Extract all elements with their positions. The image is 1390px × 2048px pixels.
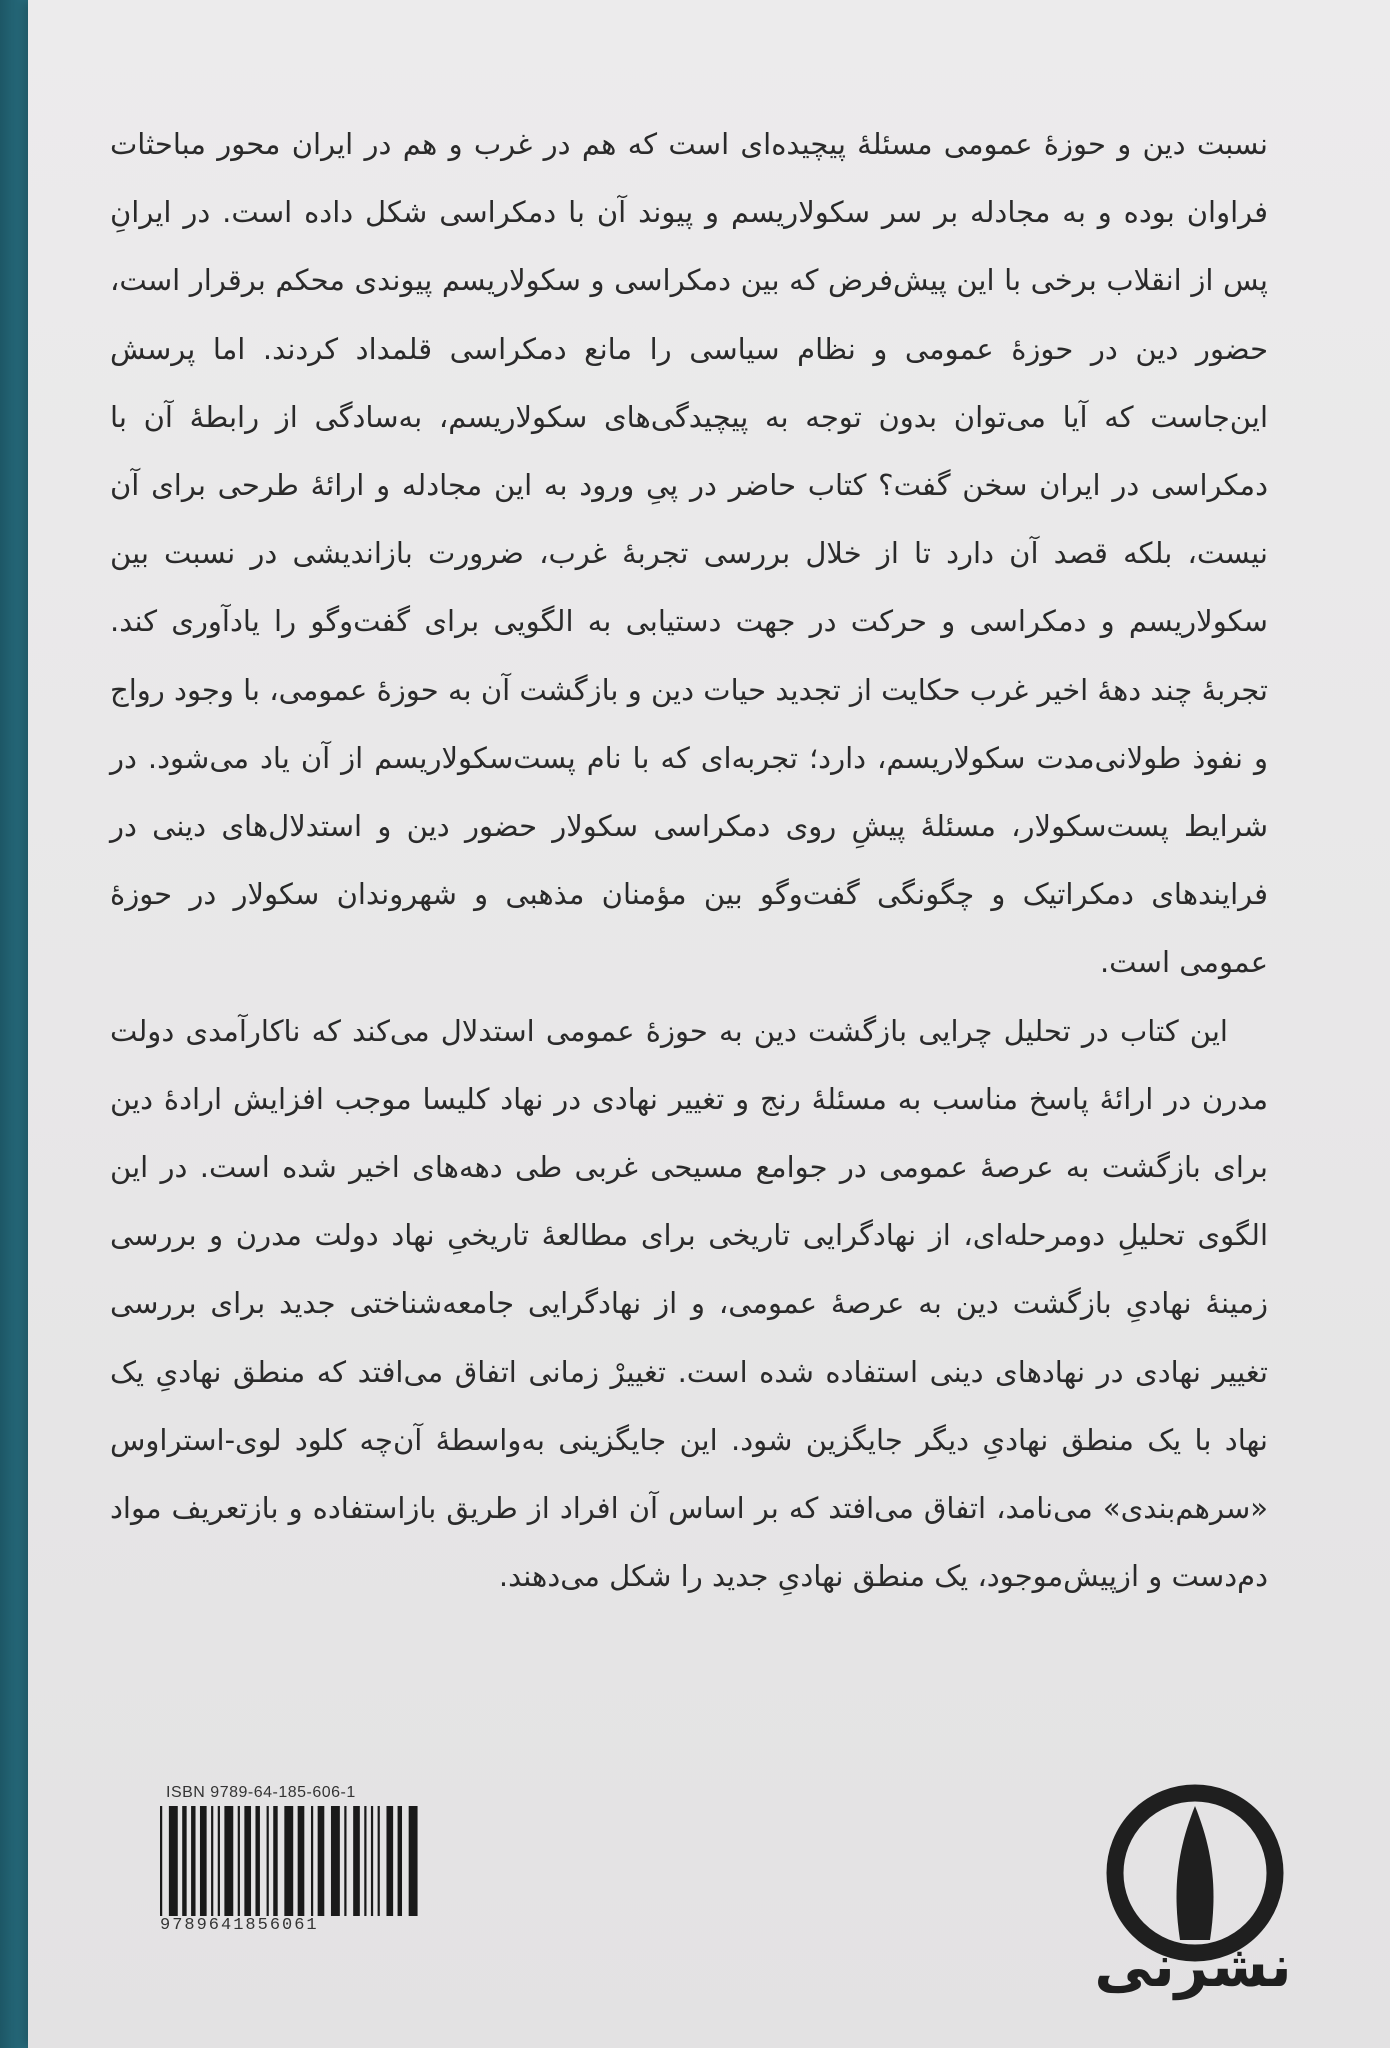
reed-in-circle-icon bbox=[1100, 1778, 1290, 2048]
barcode-bar bbox=[218, 1806, 220, 1916]
barcode-bar bbox=[298, 1806, 305, 1916]
back-cover bbox=[28, 0, 1390, 2048]
barcode-bar bbox=[364, 1806, 366, 1916]
barcode-bar bbox=[344, 1806, 346, 1916]
barcode-digits: 9789641856061 bbox=[160, 1916, 319, 1935]
barcode-bar bbox=[371, 1806, 373, 1916]
barcode-bar bbox=[169, 1806, 178, 1916]
barcode-bar bbox=[398, 1806, 402, 1916]
barcode-bar bbox=[238, 1806, 240, 1916]
barcode-bar bbox=[386, 1806, 393, 1916]
barcode-bar bbox=[211, 1806, 213, 1916]
barcode-bar bbox=[284, 1806, 293, 1916]
blurb-text bbox=[110, 110, 1268, 1610]
barcode-icon bbox=[160, 1806, 422, 1916]
isbn-barcode bbox=[140, 1784, 440, 1944]
isbn-label: ISBN 9789-64-185-606-1 bbox=[166, 1784, 356, 1801]
publisher-name: نشرنی bbox=[1094, 1932, 1292, 2000]
barcode-bar bbox=[182, 1806, 186, 1916]
barcode-bar bbox=[255, 1806, 259, 1916]
barcode-bar bbox=[318, 1806, 325, 1916]
barcode-bar bbox=[267, 1806, 269, 1916]
barcode-bar bbox=[409, 1806, 418, 1916]
barcode-bar bbox=[378, 1806, 380, 1916]
blurb-paragraph-2: این کتاب در تحلیل چرایی بازگشت دین به حوزهٔ عمومی استدلال می‌کند که ناکارآمدی دولت مدرن در ارائهٔ پاسخ مناسب به مسئلهٔ رنج و تغییر نهادی در نهاد کلیسا موجب افزایش ارادهٔ دین برای بازگشت به عرصهٔ عمومی در جوامع مسیحی غربی طی دهه‌های اخیر شده است. در این الگوی تحلیلِ دومرحله‌ای، از نهادگرایی تاریخی برای مطالعهٔ تاریخیِ نهاد دولت مدرن و بررسی زمینهٔ نهادیِ بازگشت دین به عرصهٔ عمومی، و از نهادگرایی جامعه‌شناختی جدید برای بررسی تغییر نهادی در نهادهای دینی استفاده شده است. تغییرْ زمانی اتفاق می‌افتد که منطق نهادیِ یک نهاد با یک منطق نهادیِ دیگر جایگزین شود. این جایگزینی به‌واسطهٔ آن‌چه کلود لوی-استراوس «سرهم‌بندی» می‌نامد، اتفاق می‌افتد که بر اساس آن افراد از طریق بازاستفاده و بازتعریف مواد دم‌دست و ازپیش‌موجود، یک منطق نهادیِ جدید را شکل می‌دهند. bbox=[110, 1013, 1268, 1594]
barcode-bar bbox=[353, 1806, 360, 1916]
barcode-bar bbox=[311, 1806, 313, 1916]
barcode-bar bbox=[191, 1806, 195, 1916]
barcode-bar bbox=[224, 1806, 233, 1916]
barcode-bar bbox=[331, 1806, 340, 1916]
barcode-bar bbox=[160, 1806, 162, 1916]
blurb-paragraph-1: نسبت دین و حوزهٔ عمومی مسئلهٔ پیچیده‌ای است که هم در غرب و هم در ایران محور مباحثات فراوان بوده و به مجادله بر سر سکولاریسم و پیوند آن با دمکراسی شکل داده است. در ایرانِ پس از انقلاب برخی با این پیش‌فرض که بین دمکراسی و سکولاریسم پیوندی محکم برقرار است، حضور دین در حوزهٔ عمومی و نظام سیاسی را مانع دمکراسی قلمداد کردند. اما پرسش این‌جاست که آیا می‌توان بدون توجه به پیچیدگی‌های سکولاریسم، به‌سادگی از رابطهٔ آن با دمکراسی در ایران سخن گفت؟ کتاب حاضر در پیِ ورود به این مجادله و ارائهٔ طرحی برای آن نیست، بلکه قصد آن دارد تا از خلال بررسی تجربهٔ غرب، ضرورت بازاندیشی در نسبت بین سکولاریسم و دمکراسی و حرکت در جهت دستیابی به الگویی برای گفت‌وگو را یادآوری کند. تجربهٔ چند دههٔ اخیر غرب حکایت از تجدید حیات دین و بازگشت آن به حوزهٔ عمومی، با وجود رواج و نفوذ طولانی‌مدت سکولاریسم، دارد؛ تجربه‌ای که با نام پست‌سکولاریسم از آن یاد می‌شود. در شرایط پست‌سکولار، مسئلهٔ پیشِ روی دمکراسی سکولار حضور دین و استدلال‌های دینی در فرایندهای دمکراتیک و چگونگی گفت‌وگو بین مؤمنان مذهبی و شهروندان سکولار در حوزهٔ عمومی است. bbox=[110, 127, 1268, 980]
barcode-bar bbox=[273, 1806, 277, 1916]
spine-decoration bbox=[4, 1640, 26, 1880]
barcode-bar bbox=[200, 1806, 207, 1916]
barcode-bar bbox=[244, 1806, 251, 1916]
